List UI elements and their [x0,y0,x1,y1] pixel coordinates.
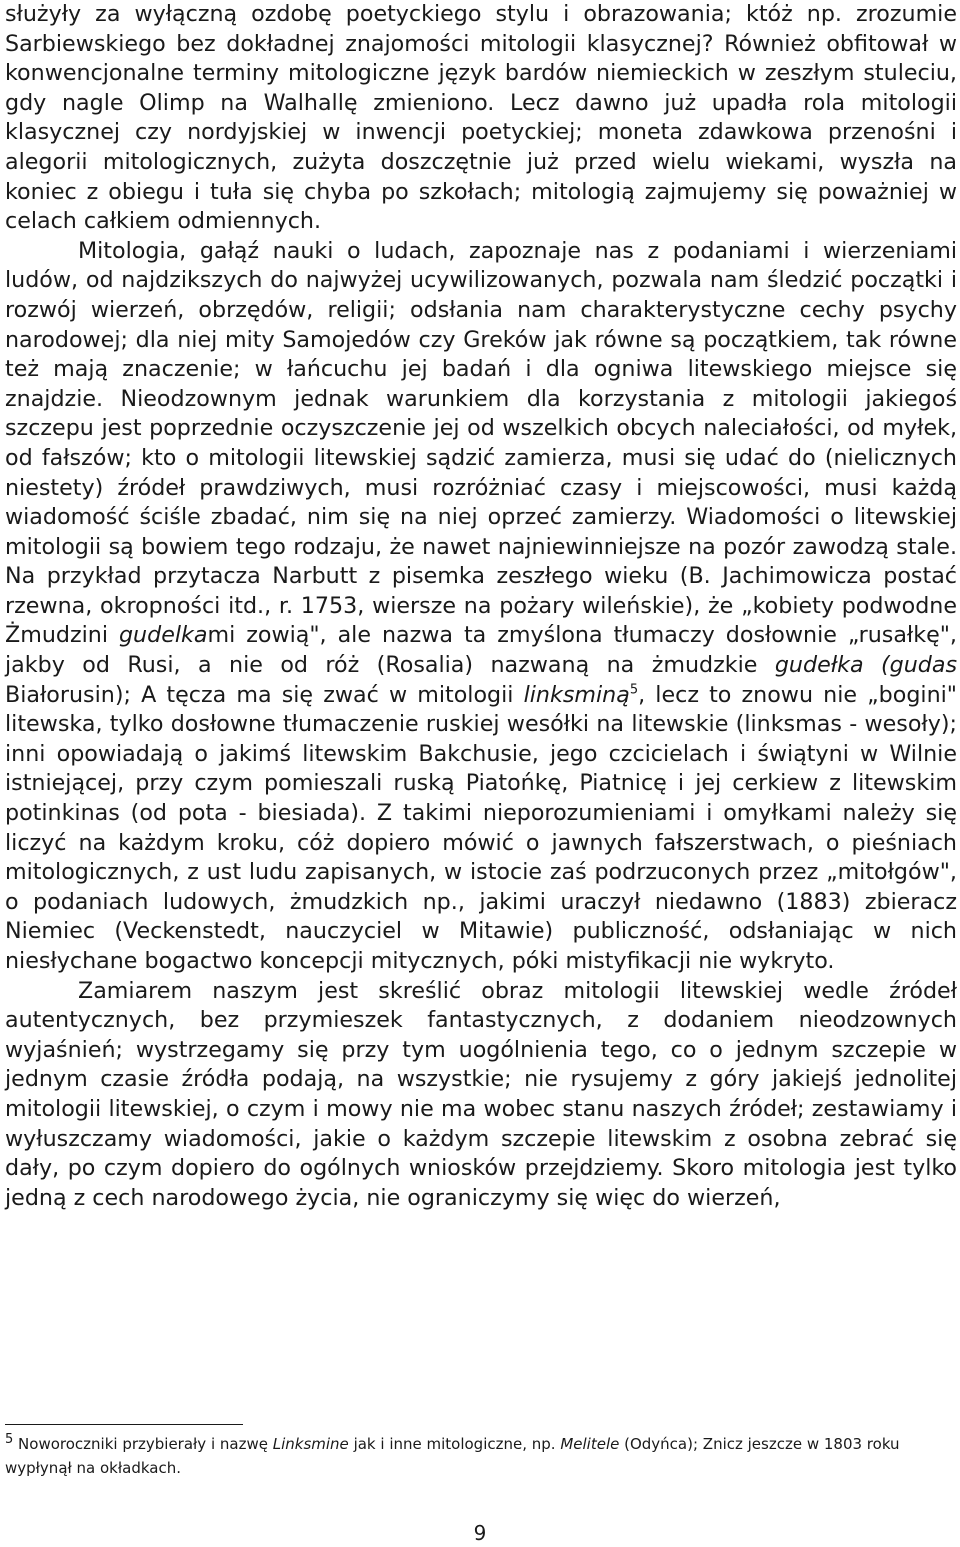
footnote-separator [5,1424,243,1425]
footnote-5 [5,1432,957,1480]
page-number: 9 [473,1521,487,1545]
paragraph-2 [5,237,957,977]
document-page [5,0,957,1213]
text-run: jak i inne mitologiczne, np. [348,1435,561,1453]
text-run: Białorusin); A tęcza ma się zwać w mitologii [5,681,524,708]
text-run: mi zowią", ale nazwa ta zmyślona tłumaczy dosłownie „rusałkę", jakby od Rusi, a nie od róż (Rosalia) nazwaną na żmudzkie [5,622,957,679]
paragraph-3 [5,977,957,1214]
footnote-ref: 5 [629,682,639,698]
italic-run: Melitele [560,1435,620,1453]
text-run: Mitologia, gałąź nauki o ludach, zapoznaje nas z podaniami i wierzeniami ludów, od najdzikszych do najwyżej ucywilizowanych, pozwala nam śledzić początki i rozwój wierzeń, obrzędów, religii; odsłania nam charakterystyczne cechy psychy narodowej; dla niej mity Samojedów czy Greków jak równe są początkiem, tak równe też mają znaczenie; w łańcuchu jej badań i dla ogniwa litewskiego miejsce się znajdzie. Nieodzownym jednak warunkiem dla korzystania z mitologii jakiegoś szczepu jest poprzednie oczyszczenie jej od wszelkich obcych naleciałości, od myłek, od fałszów; kto o mitologii litewskiej sądzić zamierza, musi się udać do (nielicznych niestety) źródeł prawdziwych, musi rozróżniać czasy i miejscowości, musi każdą wiadomość ściśle zbadać, nim się na niej oprzeć zamierzy. Wiadomości o litewskiej mitologii są bowiem tego rodzaju, że nawet najniewinniejsze na pozór zawodzą stale. Na przykład przytacza Narbutt z pisemka zeszłego wieku (B. Jachimowicza postać rzewna, okropności itd., r. 1753, wiersze na pożary wileńskie), że „kobiety podwodne Żmudzini [5,237,957,649]
body-text [5,0,957,1213]
italic-run: linksminą [523,681,630,708]
paragraph-1 [5,0,957,237]
text-run: (Odyńca); Znicz jeszcze w 1803 roku wypłynął na okładkach. [5,1435,900,1477]
text-run: służyły za wyłączną ozdobę poetyckiego stylu i obrazowania; któż np. zrozumie Sarbiewskiego bez dokładnej znajomości mitologii klasycznej? Również obfitował w konwencjonalne terminy mitologiczne język bardów niemieckich w zeszłym stuleciu, gdy nagle Olimp na Walhallę zmieniono. Lecz dawno już upadła rola mitologii klasycznej czy nordyjskiej w inwencji poetyckiej; moneta zdawkowa przenośni i alegorii mitologicznych, zużyta doszczętnie już przed wielu wiekami, wyszła na koniec z obiegu i tuła się chyba po szkołach; mitologią zajmujemy się poważniej w celach całkiem odmiennych. [5,1,957,235]
text-run: Noworoczniki przybierały i nazwę [13,1435,273,1453]
italic-run: gudelka [118,622,208,649]
italic-run: gudełka (gudas [774,652,958,679]
text-run: Zamiarem naszym jest skreślić obraz mitologii litewskiej wedle źródeł autentycznych, bez przymieszek fantastycznych, z dodaniem nieodzownych wyjaśnień; wystrzegamy się przy tym uogólnienia tego, co o jednym szczepie w jednym czasie źródła podają, na wszystkie; nie rysujemy z góry jakiejś jednolitej mitologii litewskiej, o czym i mowy nie ma wobec stanu naszych źródeł; zestawiamy i wyłuszczamy wiadomości, jakie o każdym szczepie litewskim z osobna zebrać się dały, po czym dopiero do ogólnych wniosków przejdziemy. Skoro mitologia jest tylko jedną z cech narodowego życia, nie ograniczymy się więc do wierzeń, [5,977,957,1211]
text-run: , lecz to znowu nie „bogini" litewska, tylko dosłowne tłumaczenie ruskiej wesółki na litewskie (linksmas - wesoły); inni opowiadają o jakimś litewskim Bakchusie, jego czcicielach i świątyni w Wilnie istniejącej, przy czym pomieszali ruską Piatońkę, Piatnicę i jej cerkiew z litewskim potinkinas (od pota - biesiada). Z takimi nieporozumieniami i omyłkami należy się liczyć na każdym kroku, cóż dopiero mówić o jawnych fałszerstwach, o pieśniach mitologicznych, z ust ludu zapisanych, w istocie zaś podrzuconych przez „mitołgów", o podaniach ludowych, żmudzkich np., jakimi uraczył niedawno (1883) zbieracz Niemiec (Veckenstedt, nauczyciel w Mitawie) publiczność, odsłaniając w nich niesłychane bogactwo koncepcji mitycznych, póki mistyfikacji nie wykryto. [5,681,957,974]
italic-run: Linksmine [272,1435,349,1453]
footnote-ref: 5 [5,1432,14,1447]
